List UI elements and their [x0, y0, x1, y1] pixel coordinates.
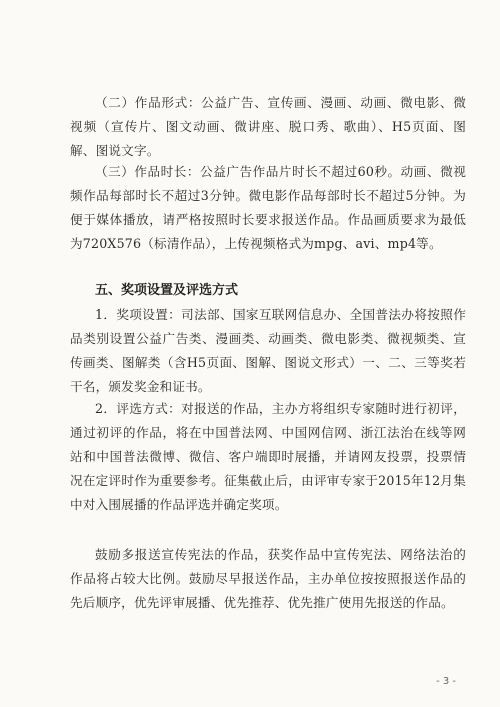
paragraph-work-forms: （二）作品形式：公益广告、宣传画、漫画、动画、微电影、微视频（宣传片、图文动画、微讲座、脱口秀、歌曲）、H5页面、图解、图说文字。 — [70, 95, 466, 158]
paragraph-encouragement: 鼓励多报送宣传宪法的作品，获奖作品中宣传宪法、网络法治的作品将占较大比例。鼓励尽早报送作品，主办单位按按照报送作品的先后顺序，优先评审展播、优先推荐、优先推广使用先报送的作品。 — [70, 547, 466, 610]
page-number: - 3 - — [436, 676, 456, 687]
paragraph-selection-method: 2．评选方式：对报送的作品，主办方将组织专家随时进行初评，通过初评的作品，将在中国普法网、中国网信网、浙江法治在线等网站和中国普法微博、微信、客户端即时展播，并请网友投票，投票情况在定评时作为重要参考。征集截止后，由评审专家于2015年12月集中对入围展播的作品评选并确定奖项。 — [70, 401, 466, 512]
section-heading: 五、奖项设置及评选方式 — [95, 283, 239, 298]
paragraph-work-duration: （三）作品时长：公益广告作品片时长不超过60秒。动画、微视频作品每部时长不超过3分钟。微电影作品每部时长不超过5分钟。为便于媒体播放，请严格按照时长要求报送作品。作品画质要求为最低为720X576（标清作品），上传视频格式为mpg、avi、mp4等。 — [70, 164, 466, 251]
paragraph-award-settings: 1．奖项设置：司法部、国家互联网信息办、全国普法办将按照作品类别设置公益广告类、漫画类、动画类、微电影类、微视频类、宣传画类、图解类（含H5页面、图解、图说文形式）一、二、三等奖若干名，颁发奖金和证书。 — [70, 307, 466, 394]
